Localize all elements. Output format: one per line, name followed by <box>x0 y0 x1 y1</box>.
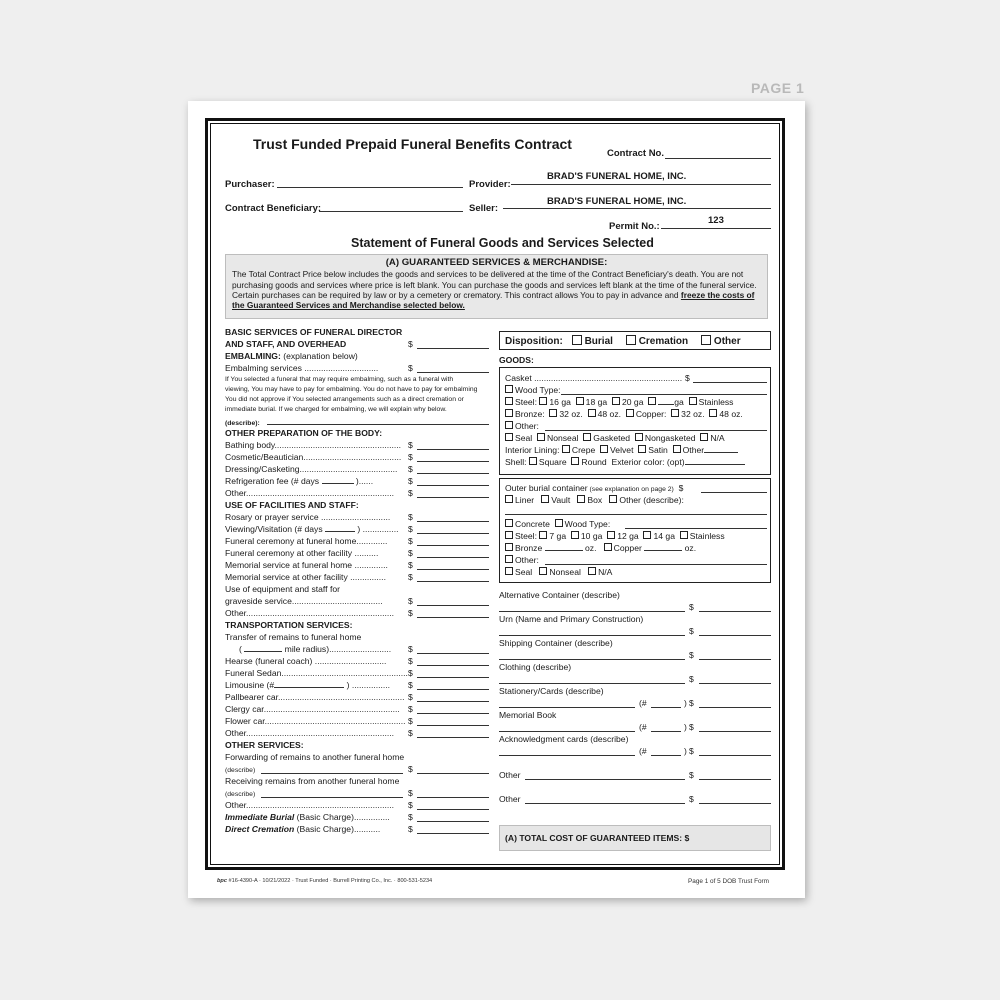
goods-other1-amount[interactable] <box>699 779 771 780</box>
cosmetic-amount[interactable] <box>417 461 489 462</box>
cremation-checkbox[interactable] <box>626 335 636 345</box>
beneficiary-label: Contract Beneficiary: <box>225 203 322 214</box>
stationery-count-field[interactable] <box>651 707 681 708</box>
round-checkbox[interactable] <box>571 457 579 465</box>
form-sheet <box>188 101 805 898</box>
nongasketed-checkbox[interactable] <box>635 433 643 441</box>
14ga-checkbox[interactable] <box>643 531 651 539</box>
graveside-label: graveside service <box>225 596 292 606</box>
outer-stainless-checkbox[interactable] <box>680 531 688 539</box>
outer-other-checkbox[interactable] <box>609 495 617 503</box>
services-other-label: Other <box>225 800 247 810</box>
exterior-color-field[interactable] <box>685 464 745 465</box>
na-checkbox[interactable] <box>700 433 708 441</box>
20ga-checkbox[interactable] <box>612 397 620 405</box>
ack-cards-count-field[interactable] <box>651 755 681 756</box>
disposition-burial[interactable]: Burial <box>572 336 613 347</box>
memorial-book-count-field[interactable] <box>651 731 681 732</box>
ack-cards-describe-field[interactable] <box>499 755 635 756</box>
casket-box: Casket .............................................................. $ Wood Type: Steel: 16 ga 18 ga 20 ga ga Stainless Bronze: 32 oz. 48 oz. Copper: 32 oz. 48 oz. Other: Seal Nonseal Gasketed Nongasketed N/A Interior Lining: Crepe Velvet Satin Other Shell: Square Round Exterior color: (opt) <box>499 367 771 475</box>
guaranteed-text-bold: freeze the costs of the Guaranteed Services and Merchandise selected below. <box>232 289 755 311</box>
provider-value: BRAD'S FUNERAL HOME, INC. <box>547 171 687 182</box>
ceremony-home-label: Funeral ceremony at funeral home <box>225 536 357 546</box>
limousine-label: Limousine (# <box>225 680 275 690</box>
ack-cards-label: Acknowledgment cards (describe) <box>499 734 629 744</box>
contract-no-field[interactable] <box>665 158 771 159</box>
receiving-label: Receiving remains from another funeral home <box>225 776 400 786</box>
equipment-label: Use of equipment and staff for <box>225 584 340 594</box>
provider-label: Provider: <box>469 179 511 190</box>
statement-title: Statement of Funeral Goods and Services Selected <box>351 236 654 250</box>
graveside-amount[interactable] <box>417 605 489 606</box>
permit-value: 123 <box>708 215 724 226</box>
viewing-amount[interactable] <box>417 533 489 534</box>
outer-describe-field[interactable] <box>505 514 767 515</box>
guaranteed-text: The Total Contract Price below includes the goods and services to be delivered at the time of the Contract Beneficiary's death. You are not purchasing goods and services where price is left blank. You can purchase the goods and services left blank at the time of the funeral service. Certain purchases can be required by law or by a cemetery or crematory. This contract allows You to pay in advance and <box>232 269 757 300</box>
other-checkbox[interactable] <box>701 335 711 345</box>
box-checkbox[interactable] <box>577 495 585 503</box>
goods-other2-label: Other <box>499 794 521 804</box>
forwarding-amount[interactable] <box>417 773 489 774</box>
transfer-label: Transfer of remains to funeral home <box>225 632 362 642</box>
liner-checkbox[interactable] <box>505 495 513 503</box>
dollar-sign: $ <box>408 339 413 349</box>
other-prep-heading: OTHER PREPARATION OF THE BODY: <box>225 428 383 438</box>
total-cost-label: (A) TOTAL COST OF GUARANTEED ITEMS: $ <box>505 833 690 843</box>
transfer-amount[interactable] <box>417 653 489 654</box>
form-title: Trust Funded Prepaid Funeral Benefits Contract <box>253 136 572 152</box>
clergy-amount[interactable] <box>417 713 489 714</box>
gasketed-checkbox[interactable] <box>583 433 591 441</box>
viewing-days-field[interactable] <box>325 531 355 532</box>
dressing-label: Dressing/Casketing <box>225 464 300 474</box>
embalming-expl: (explanation below) <box>280 351 358 361</box>
casket-label: Casket <box>505 373 532 383</box>
provider-field[interactable] <box>511 184 771 185</box>
prep-other-label: Other <box>225 488 247 498</box>
footer-left: bpc #16-4390-A · 10/21/2022 · Trust Funded · Burrell Printing Co., Inc. · 800-531-5234 <box>217 878 433 884</box>
mile-radius-field[interactable] <box>244 651 282 652</box>
transport-heading: TRANSPORTATION SERVICES: <box>225 620 353 630</box>
stationery-describe-field[interactable] <box>499 707 635 708</box>
outer-container-amount[interactable] <box>701 492 767 493</box>
embalming-services-label: Embalming services <box>225 363 302 373</box>
outer-bronze-checkbox[interactable] <box>505 543 513 551</box>
urn-label: Urn (Name and Primary Construction) <box>499 614 644 624</box>
copper-checkbox[interactable] <box>626 409 634 417</box>
facilities-other-label: Other <box>225 608 247 618</box>
basic-services-heading: BASIC SERVICES OF FUNERAL DIRECTOR <box>225 327 403 337</box>
permit-label: Permit No.: <box>609 221 660 232</box>
goods-other2-field[interactable] <box>525 803 685 804</box>
transport-other-label: Other <box>225 728 247 738</box>
receiving-describe-field[interactable] <box>261 797 403 798</box>
outer-container-label: Outer burial container <box>505 483 588 493</box>
memorial-book-amount[interactable] <box>699 731 771 732</box>
disposition-label: Disposition: <box>505 336 563 347</box>
alternative-amount[interactable] <box>699 611 771 612</box>
seller-field[interactable] <box>503 208 771 209</box>
forwarding-label: Forwarding of remains to another funeral home <box>225 752 405 762</box>
outer-nonseal-checkbox[interactable] <box>539 567 547 575</box>
18ga-checkbox[interactable] <box>576 397 584 405</box>
copper-48oz-checkbox[interactable] <box>709 409 717 417</box>
guaranteed-title: (A) GUARANTEED SERVICES & MERCHANDISE: <box>385 257 608 268</box>
urn-amount[interactable] <box>699 635 771 636</box>
purchaser-field[interactable] <box>277 187 463 188</box>
disposition-other[interactable]: Other <box>701 336 741 347</box>
guaranteed-box <box>225 254 768 319</box>
bronze-checkbox[interactable] <box>505 409 513 417</box>
wood-checkbox[interactable] <box>505 385 513 393</box>
ceremony-other-amount[interactable] <box>417 557 489 558</box>
flower-car-amount[interactable] <box>417 725 489 726</box>
outer-wood-checkbox[interactable] <box>555 519 563 527</box>
outer-steel-checkbox[interactable] <box>505 531 513 539</box>
concrete-checkbox[interactable] <box>505 519 513 527</box>
casket-other-checkbox[interactable] <box>505 421 513 429</box>
direct-cremation-amount[interactable] <box>417 833 489 834</box>
transport-other-amount[interactable] <box>417 737 489 738</box>
lining-other-checkbox[interactable] <box>673 445 681 453</box>
other-services-heading: OTHER SERVICES: <box>225 740 304 750</box>
nonseal-checkbox[interactable] <box>537 433 545 441</box>
copper-32oz-checkbox[interactable] <box>671 409 679 417</box>
basic-services-amount[interactable] <box>417 348 489 349</box>
embalming-note: If You selected a funeral that may require embalming, such as a funeral with viewing, You may have to pay for embalming. You do not have to pay for embalming You did not approve if You selected arrangements such as a direct cremation or immediate burial. If we charged for embalming, we will explain why below. <box>225 376 478 413</box>
bathing-body-label: Bathing body <box>225 440 275 450</box>
seller-value: BRAD'S FUNERAL HOME, INC. <box>547 196 687 207</box>
contract-no-label: Contract No. <box>607 148 664 159</box>
goods-other1-label: Other <box>499 770 521 780</box>
limousine-amount[interactable] <box>417 689 489 690</box>
hearse-label: Hearse (funeral coach) <box>225 656 313 666</box>
embalming-heading: EMBALMING: <box>225 351 281 361</box>
steel-checkbox[interactable] <box>505 397 513 405</box>
refrigeration-label: Refrigeration fee (# days <box>225 476 320 486</box>
immediate-burial-amount[interactable] <box>417 821 489 822</box>
bronze-32oz-checkbox[interactable] <box>549 409 557 417</box>
permit-field[interactable] <box>661 228 771 229</box>
mile-radius-label: mile radius) <box>284 644 330 654</box>
alternative-container-label: Alternative Container (describe) <box>499 590 620 600</box>
total-cost-box[interactable] <box>499 825 771 851</box>
seal-checkbox[interactable] <box>505 433 513 441</box>
rosary-amount[interactable] <box>417 521 489 522</box>
wood-type-field[interactable] <box>561 394 767 395</box>
dressing-amount[interactable] <box>417 473 489 474</box>
memorial-home-amount[interactable] <box>417 569 489 570</box>
refrigeration-amount[interactable] <box>417 485 489 486</box>
outer-other2-checkbox[interactable] <box>505 555 513 563</box>
bronze-48oz-checkbox[interactable] <box>588 409 596 417</box>
memorial-book-label: Memorial Book <box>499 710 557 720</box>
cosmetic-label: Cosmetic/Beautician <box>225 452 304 462</box>
forwarding-describe-label: (describe) <box>225 767 256 774</box>
rosary-label: Rosary or prayer service <box>225 512 319 522</box>
memorial-other-amount[interactable] <box>417 581 489 582</box>
shipping-label: Shipping Container (describe) <box>499 638 613 648</box>
velvet-checkbox[interactable] <box>600 445 608 453</box>
sedan-amount[interactable] <box>417 677 489 678</box>
direct-cremation-label: Direct Cremation <box>225 824 295 834</box>
clergy-label: Clergy car <box>225 704 264 714</box>
alternative-describe-field[interactable] <box>499 611 685 612</box>
pallbearer-amount[interactable] <box>417 701 489 702</box>
goods-other2-amount[interactable] <box>699 803 771 804</box>
facilities-other-amount[interactable] <box>417 617 489 618</box>
other-goods-list: Alternative Container (describe) $ Urn (Name and Primary Construction) $ Shipping Container (describe) $ Clothing (describe) $ Stationery/Cards (describe) (# ) $ Memorial Book (# ) $ Acknowledgment cards (describe) (# ) $ Other $ Other $ <box>499 589 771 805</box>
outer-other-field[interactable] <box>545 564 767 565</box>
16ga-checkbox[interactable] <box>539 397 547 405</box>
hearse-amount[interactable] <box>417 665 489 666</box>
dollar-sign: $ <box>408 363 413 373</box>
receiving-amount[interactable] <box>417 797 489 798</box>
clothing-amount[interactable] <box>699 683 771 684</box>
basic-services-heading-2: AND STAFF, AND OVERHEAD <box>225 339 347 349</box>
pallbearer-label: Pallbearer car <box>225 692 279 702</box>
casket-amount[interactable] <box>693 382 767 383</box>
disposition-box <box>499 331 771 350</box>
bathing-body-amount[interactable] <box>417 449 489 450</box>
ceremony-other-label: Funeral ceremony at other facility <box>225 548 353 558</box>
page-label: PAGE 1 <box>751 80 805 96</box>
burial-checkbox[interactable] <box>572 335 582 345</box>
square-checkbox[interactable] <box>529 457 537 465</box>
crepe-checkbox[interactable] <box>562 445 570 453</box>
purchaser-label: Purchaser: <box>225 179 275 190</box>
beneficiary-field[interactable] <box>319 211 463 212</box>
outer-copper-checkbox[interactable] <box>604 543 612 551</box>
shipping-amount[interactable] <box>699 659 771 660</box>
flower-car-label: Flower car <box>225 716 265 726</box>
footer-right: Page 1 of 5 DOB Trust Form <box>688 878 769 885</box>
disposition-cremation[interactable]: Cremation <box>626 336 688 347</box>
custom-ga-checkbox[interactable] <box>648 397 656 405</box>
sedan-label: Funeral Sedan <box>225 668 282 678</box>
limousine-count-field[interactable] <box>274 687 344 688</box>
stationery-label: Stationery/Cards (describe) <box>499 686 604 696</box>
outer-na-checkbox[interactable] <box>588 567 596 575</box>
embalming-amount[interactable] <box>417 372 489 373</box>
memorial-other-label: Memorial service at other facility <box>225 572 348 582</box>
describe-label: (describe): <box>225 420 260 427</box>
immediate-burial-label: Immediate Burial <box>225 812 295 822</box>
viewing-label: Viewing/Visitation (# days <box>225 524 323 534</box>
seller-label: Seller: <box>469 203 499 214</box>
receiving-describe-label: (describe) <box>225 791 256 798</box>
refrigeration-days-field[interactable] <box>322 483 354 484</box>
outer-seal-checkbox[interactable] <box>505 567 513 575</box>
ceremony-home-amount[interactable] <box>417 545 489 546</box>
stationery-amount[interactable] <box>699 707 771 708</box>
outer-wood-field[interactable] <box>625 528 767 529</box>
outer-container-box: Outer burial container (see explanation on page 2) $ Liner Vault Box Other (describe): Concrete Wood Type: Steel: 7 ga 10 ga 12 ga 14 ga Stainless Bronze oz. Copper oz. Other: Seal Nonseal N/A <box>499 478 771 583</box>
shipping-describe-field[interactable] <box>499 659 685 660</box>
memorial-home-label: Memorial service at funeral home <box>225 560 353 570</box>
stainless-checkbox[interactable] <box>689 397 697 405</box>
embalming-describe-field[interactable] <box>267 424 489 425</box>
vault-checkbox[interactable] <box>541 495 549 503</box>
12ga-checkbox[interactable] <box>607 531 615 539</box>
goods-label: GOODS: <box>499 355 534 365</box>
casket-other-field[interactable] <box>545 430 767 431</box>
10ga-checkbox[interactable] <box>571 531 579 539</box>
7ga-checkbox[interactable] <box>539 531 547 539</box>
clothing-label: Clothing (describe) <box>499 662 572 672</box>
prep-other-amount[interactable] <box>417 497 489 498</box>
facilities-heading: USE OF FACILITIES AND STAFF: <box>225 500 359 510</box>
goods-other1-field[interactable] <box>525 779 685 780</box>
clothing-describe-field[interactable] <box>499 683 685 684</box>
urn-describe-field[interactable] <box>499 635 685 636</box>
ack-cards-amount[interactable] <box>699 755 771 756</box>
services-other-amount[interactable] <box>417 809 489 810</box>
forwarding-describe-field[interactable] <box>261 773 403 774</box>
satin-checkbox[interactable] <box>638 445 646 453</box>
memorial-book-describe-field[interactable] <box>499 731 635 732</box>
left-column: BASIC SERVICES OF FUNERAL DIRECTOR AND STAFF, AND OVERHEAD $ EMBALMING: (explanation below) Embalming services ............................... $ If You selected a funeral that may require embalming, such as a funeral with viewing, You may have to pay for embalming. You do not have to pay for embalming You did not approve if You selected arrangements such as a direct cremation or immediate burial. If we charged for embalming, we will explain why below. (describe): OTHER PREPARATION OF THE BODY: Bathing body..................................................... $ Cosmetic/Beautician......................................... $ Dressing/Casketing......................................... $ Refrigeration fee (# days )...... $ Other.............................................................. $ USE OF FACILITIES AND STAFF: Rosary or prayer service ............................. $ Viewing/Visitation (# days ) ............... $ Funeral ceremony at funeral home............. $ Funeral ceremony at other facility .......... $ Memorial service at funeral home .............. $ Memorial service at other facility ............... $ Use of equipment and staff for graveside service...................................... $ Other.............................................................. $ TRANSPORTATION SERVICES: Transfer of remains to funeral home ( mile radius).......................... $ Hearse (funeral coach) .............................. $ Funeral Sedan..................................................... $ Limousine (# ) ................ $ Pallbearer car..................................................... $ Clergy car......................................................... $ Flower car........................................................... $ Other.............................................................. $ OTHER SERVICES: Forwarding of remains to another funeral home (describe) $ Receiving remains from another funeral home (describe) $ Other.............................................................. $ Immediate Burial (Basic Charge)............... $ Direct Cremation (Basic Charge)........... $ <box>225 326 491 835</box>
form-frame <box>205 118 785 870</box>
